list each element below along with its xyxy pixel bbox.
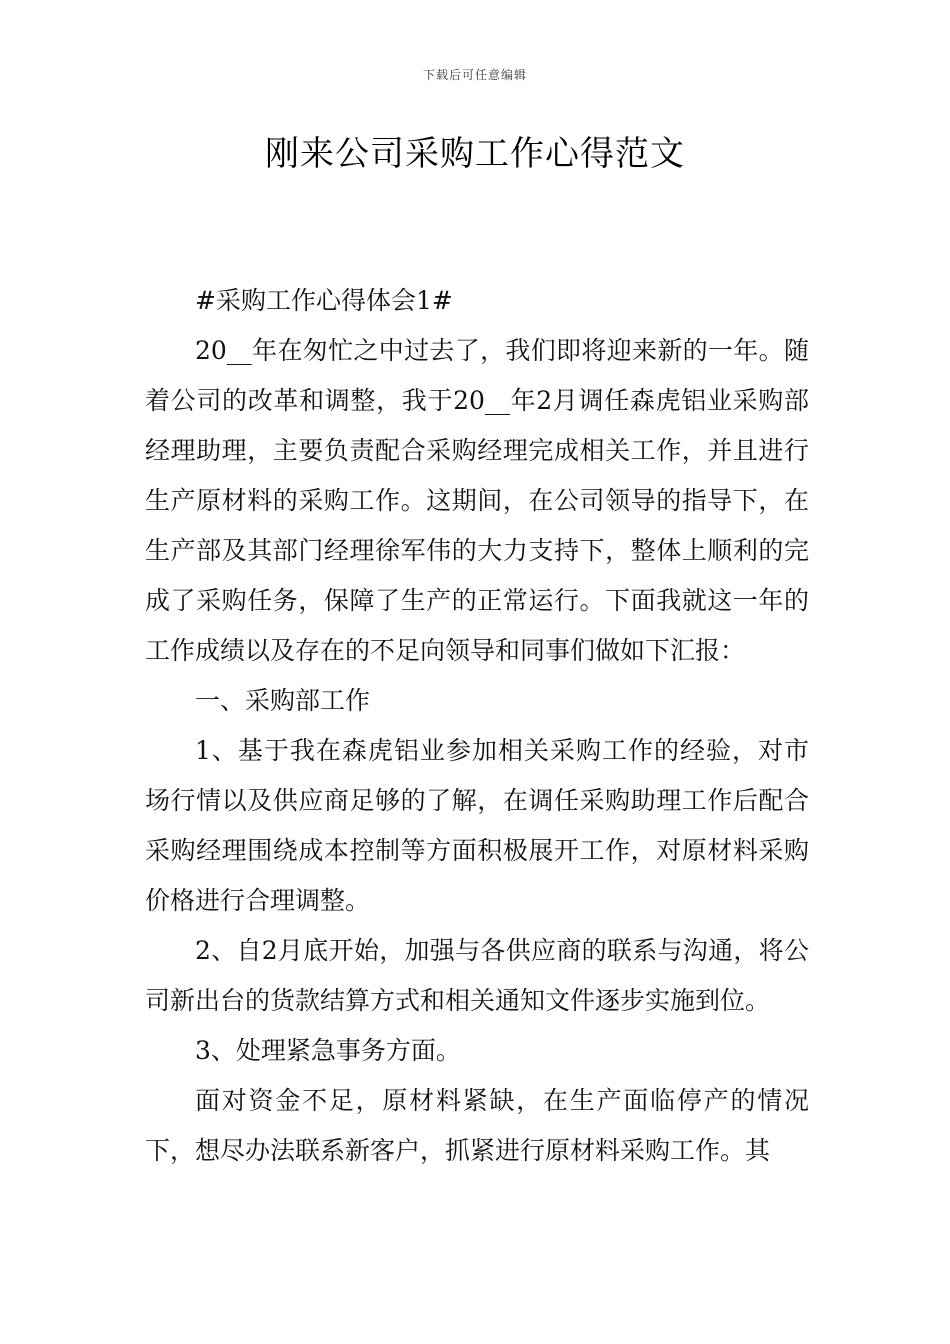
section-heading: 一、采购部工作: [195, 686, 371, 715]
paragraph: 2、自2月底开始，加强与各供应商的联系与沟通，将公司新出台的货款结算方式和相关通知文件逐步实施到位。: [145, 936, 809, 1015]
paragraph: 3、处理紧急事务方面。: [195, 1036, 461, 1065]
document-title: 刚来公司采购工作心得范文: [265, 134, 685, 174]
section-heading: #采购工作心得体会1#: [195, 286, 453, 315]
header-note: 下载后可任意编辑: [422, 68, 527, 82]
document-body: [145, 276, 809, 1176]
paragraph: 1、基于我在森虎铝业参加相关采购工作的经验，对市场行情以及供应商足够的了解，在调任采购助理工作后配合采购经理围绕成本控制等方面积极展开工作，对原材料采购价格进行合理调整。: [145, 736, 809, 915]
paragraph: 20__年在匆忙之中过去了，我们即将迎来新的一年。随着公司的改革和调整，我于20__年2月调任森虎铝业采购部经理助理，主要负责配合采购经理完成相关工作，并且进行生产原材料的采购工作。这期间，在公司领导的指导下，在生产部及其部门经理徐军伟的大力支持下，整体上顺利的完成了采购任务，保障了生产的正常运行。下面我就这一年的工作成绩以及存在的不足向领导和同事们做如下汇报：: [145, 336, 809, 665]
paragraph: 面对资金不足，原材料紧缺，在生产面临停产的情况下，想尽办法联系新客户，抓紧进行原材料采购工作。其: [145, 1086, 809, 1165]
